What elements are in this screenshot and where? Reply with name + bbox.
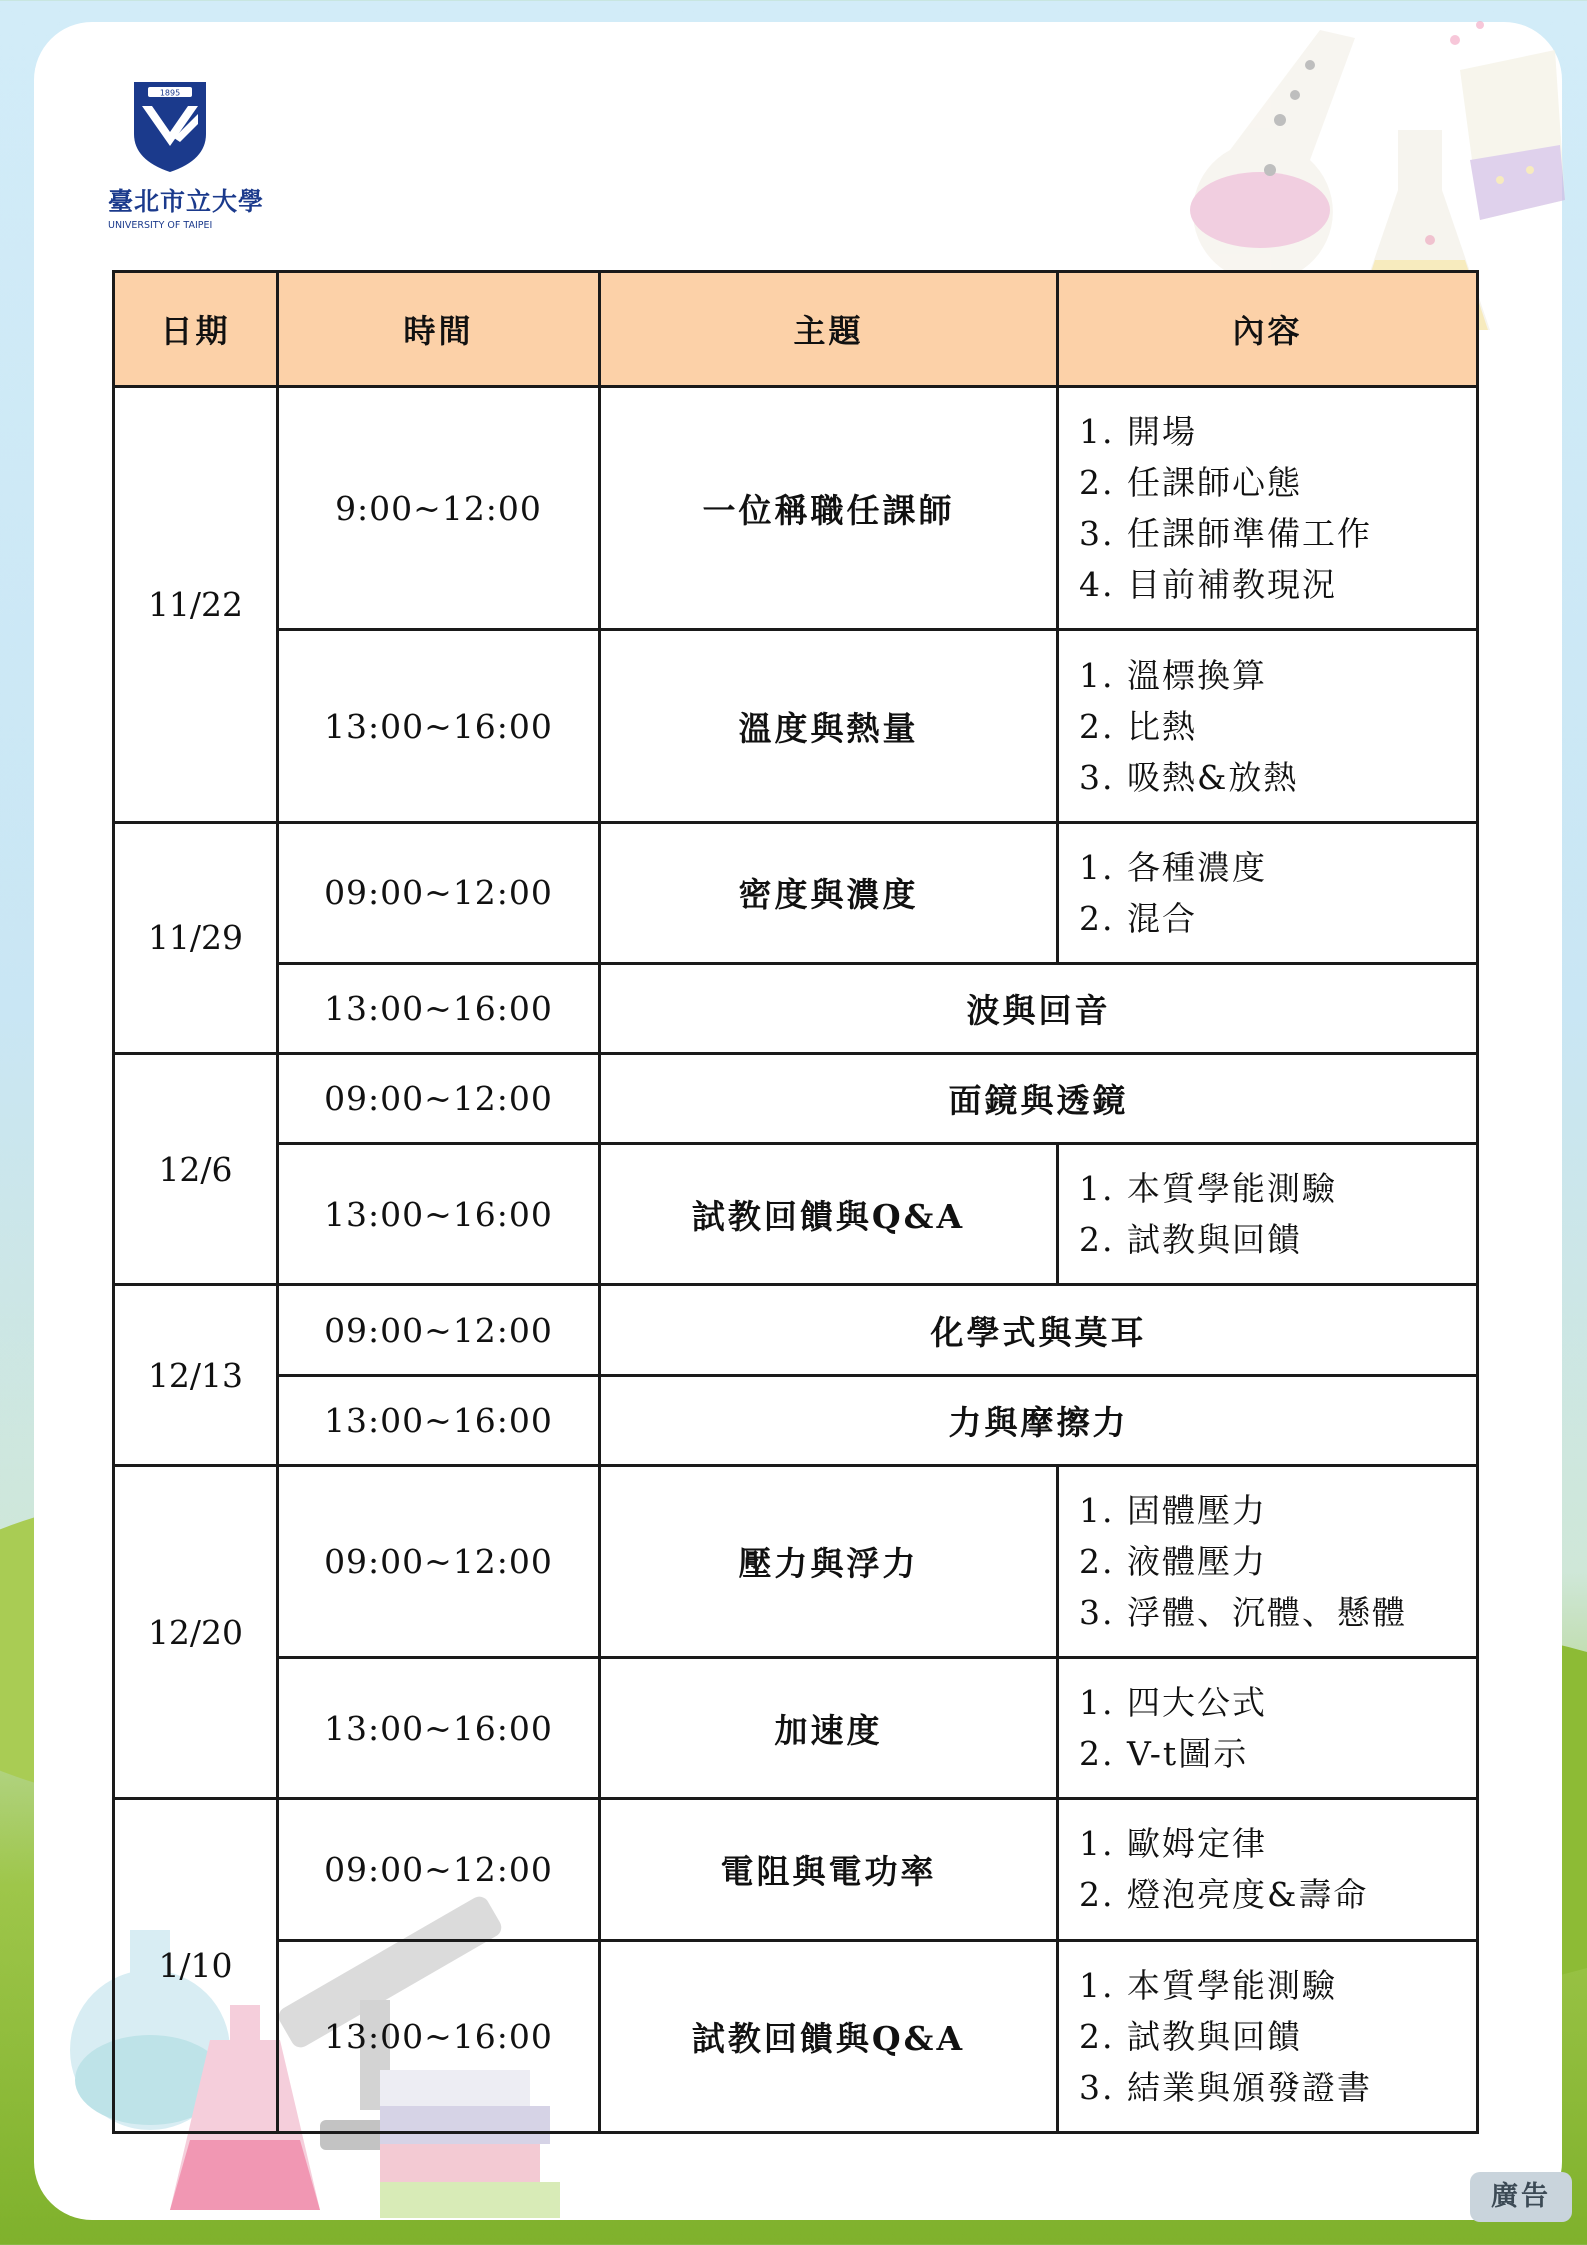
header-date: 日期 bbox=[114, 272, 278, 387]
university-name-en: UNIVERSITY OF TAIPEI bbox=[108, 220, 213, 231]
content-item: 3. 任課師準備工作 bbox=[1079, 514, 1372, 554]
content-item: 2. 燈泡亮度&壽命 bbox=[1079, 1875, 1369, 1915]
time-cell: 13:00~16:00 bbox=[278, 1144, 600, 1285]
table-header-row bbox=[114, 272, 1478, 387]
time-cell: 13:00~16:00 bbox=[278, 1375, 600, 1465]
content-cell bbox=[1058, 387, 1478, 630]
topic-cell: 加速度 bbox=[600, 1658, 1058, 1799]
content-item: 2. 任課師心態 bbox=[1079, 463, 1302, 503]
university-emblem-icon bbox=[130, 78, 210, 174]
time-cell: 09:00~12:00 bbox=[278, 822, 600, 963]
schedule-table bbox=[112, 270, 1479, 2134]
content-cell bbox=[1058, 630, 1478, 822]
svg-text:1895: 1895 bbox=[159, 88, 181, 98]
content-item: 1. 本質學能測驗 bbox=[1079, 1965, 1337, 2005]
topic-cell: 化學式與莫耳 bbox=[600, 1285, 1478, 1375]
table-row bbox=[114, 1144, 1478, 1285]
date-cell: 12/13 bbox=[114, 1285, 278, 1465]
table-row bbox=[114, 1054, 1478, 1144]
table-row bbox=[114, 1799, 1478, 1940]
time-cell: 13:00~16:00 bbox=[278, 1658, 600, 1799]
content-item: 2. 比熱 bbox=[1079, 706, 1197, 746]
time-cell: 13:00~16:00 bbox=[278, 963, 600, 1053]
content-item: 3. 吸熱&放熱 bbox=[1079, 757, 1299, 797]
time-cell: 09:00~12:00 bbox=[278, 1465, 600, 1657]
content-cell bbox=[1058, 1799, 1478, 1940]
topic-cell: 試教回饋與Q&A bbox=[600, 1940, 1058, 2132]
date-cell: 12/6 bbox=[114, 1054, 278, 1285]
content-item: 1. 開場 bbox=[1079, 412, 1197, 452]
content-cell bbox=[1058, 822, 1478, 963]
ad-badge: 廣告 bbox=[1470, 2172, 1572, 2222]
topic-cell: 壓力與浮力 bbox=[600, 1465, 1058, 1657]
content-cell bbox=[1058, 1144, 1478, 1285]
content-item: 1. 四大公式 bbox=[1079, 1683, 1267, 1723]
topic-cell: 面鏡與透鏡 bbox=[600, 1054, 1478, 1144]
table-row bbox=[114, 387, 1478, 630]
topic-cell: 密度與濃度 bbox=[600, 822, 1058, 963]
date-cell: 11/22 bbox=[114, 387, 278, 823]
content-item: 1. 歐姆定律 bbox=[1079, 1824, 1267, 1864]
time-cell: 13:00~16:00 bbox=[278, 1940, 600, 2132]
date-cell: 12/20 bbox=[114, 1465, 278, 1799]
content-item: 2. 試教與回饋 bbox=[1079, 2016, 1302, 2056]
table-row bbox=[114, 1465, 1478, 1657]
table-row bbox=[114, 1658, 1478, 1799]
content-item: 1. 固體壓力 bbox=[1079, 1490, 1267, 1530]
date-cell: 1/10 bbox=[114, 1799, 278, 2133]
topic-cell: 波與回音 bbox=[600, 963, 1478, 1053]
content-item: 2. V-t圖示 bbox=[1079, 1734, 1249, 1774]
topic-cell: 一位稱職任課師 bbox=[600, 387, 1058, 630]
time-cell: 13:00~16:00 bbox=[278, 630, 600, 822]
content-item: 2. 試教與回饋 bbox=[1079, 1220, 1302, 1260]
table-row bbox=[114, 1375, 1478, 1465]
header-time: 時間 bbox=[278, 272, 600, 387]
content-item: 1. 各種濃度 bbox=[1079, 847, 1267, 887]
content-item: 4. 目前補教現況 bbox=[1079, 565, 1337, 605]
topic-cell: 試教回饋與Q&A bbox=[600, 1144, 1058, 1285]
content-cell bbox=[1058, 1465, 1478, 1657]
table-row bbox=[114, 1940, 1478, 2132]
topic-cell: 力與摩擦力 bbox=[600, 1375, 1478, 1465]
table-row bbox=[114, 630, 1478, 822]
university-name: 臺北市立大學 bbox=[108, 187, 265, 216]
topic-cell: 電阻與電功率 bbox=[600, 1799, 1058, 1940]
content-cell bbox=[1058, 1940, 1478, 2132]
header-topic: 主題 bbox=[600, 272, 1058, 387]
content-item: 2. 液體壓力 bbox=[1079, 1541, 1267, 1581]
date-cell: 11/29 bbox=[114, 822, 278, 1053]
table-row bbox=[114, 822, 1478, 963]
time-cell: 09:00~12:00 bbox=[278, 1285, 600, 1375]
content-item: 1. 溫標換算 bbox=[1079, 655, 1267, 695]
time-cell: 09:00~12:00 bbox=[278, 1054, 600, 1144]
header-content: 內容 bbox=[1058, 272, 1478, 387]
time-cell: 9:00~12:00 bbox=[278, 387, 600, 630]
table-row bbox=[114, 963, 1478, 1053]
topic-cell: 溫度與熱量 bbox=[600, 630, 1058, 822]
content-item: 3. 浮體、沉體、懸體 bbox=[1079, 1592, 1407, 1632]
content-item: 2. 混合 bbox=[1079, 898, 1197, 938]
time-cell: 09:00~12:00 bbox=[278, 1799, 600, 1940]
content-item: 3. 結業與頒發證書 bbox=[1079, 2067, 1372, 2107]
table-row bbox=[114, 1285, 1478, 1375]
content-item: 1. 本質學能測驗 bbox=[1079, 1169, 1337, 1209]
content-cell bbox=[1058, 1658, 1478, 1799]
university-logo bbox=[108, 78, 265, 231]
